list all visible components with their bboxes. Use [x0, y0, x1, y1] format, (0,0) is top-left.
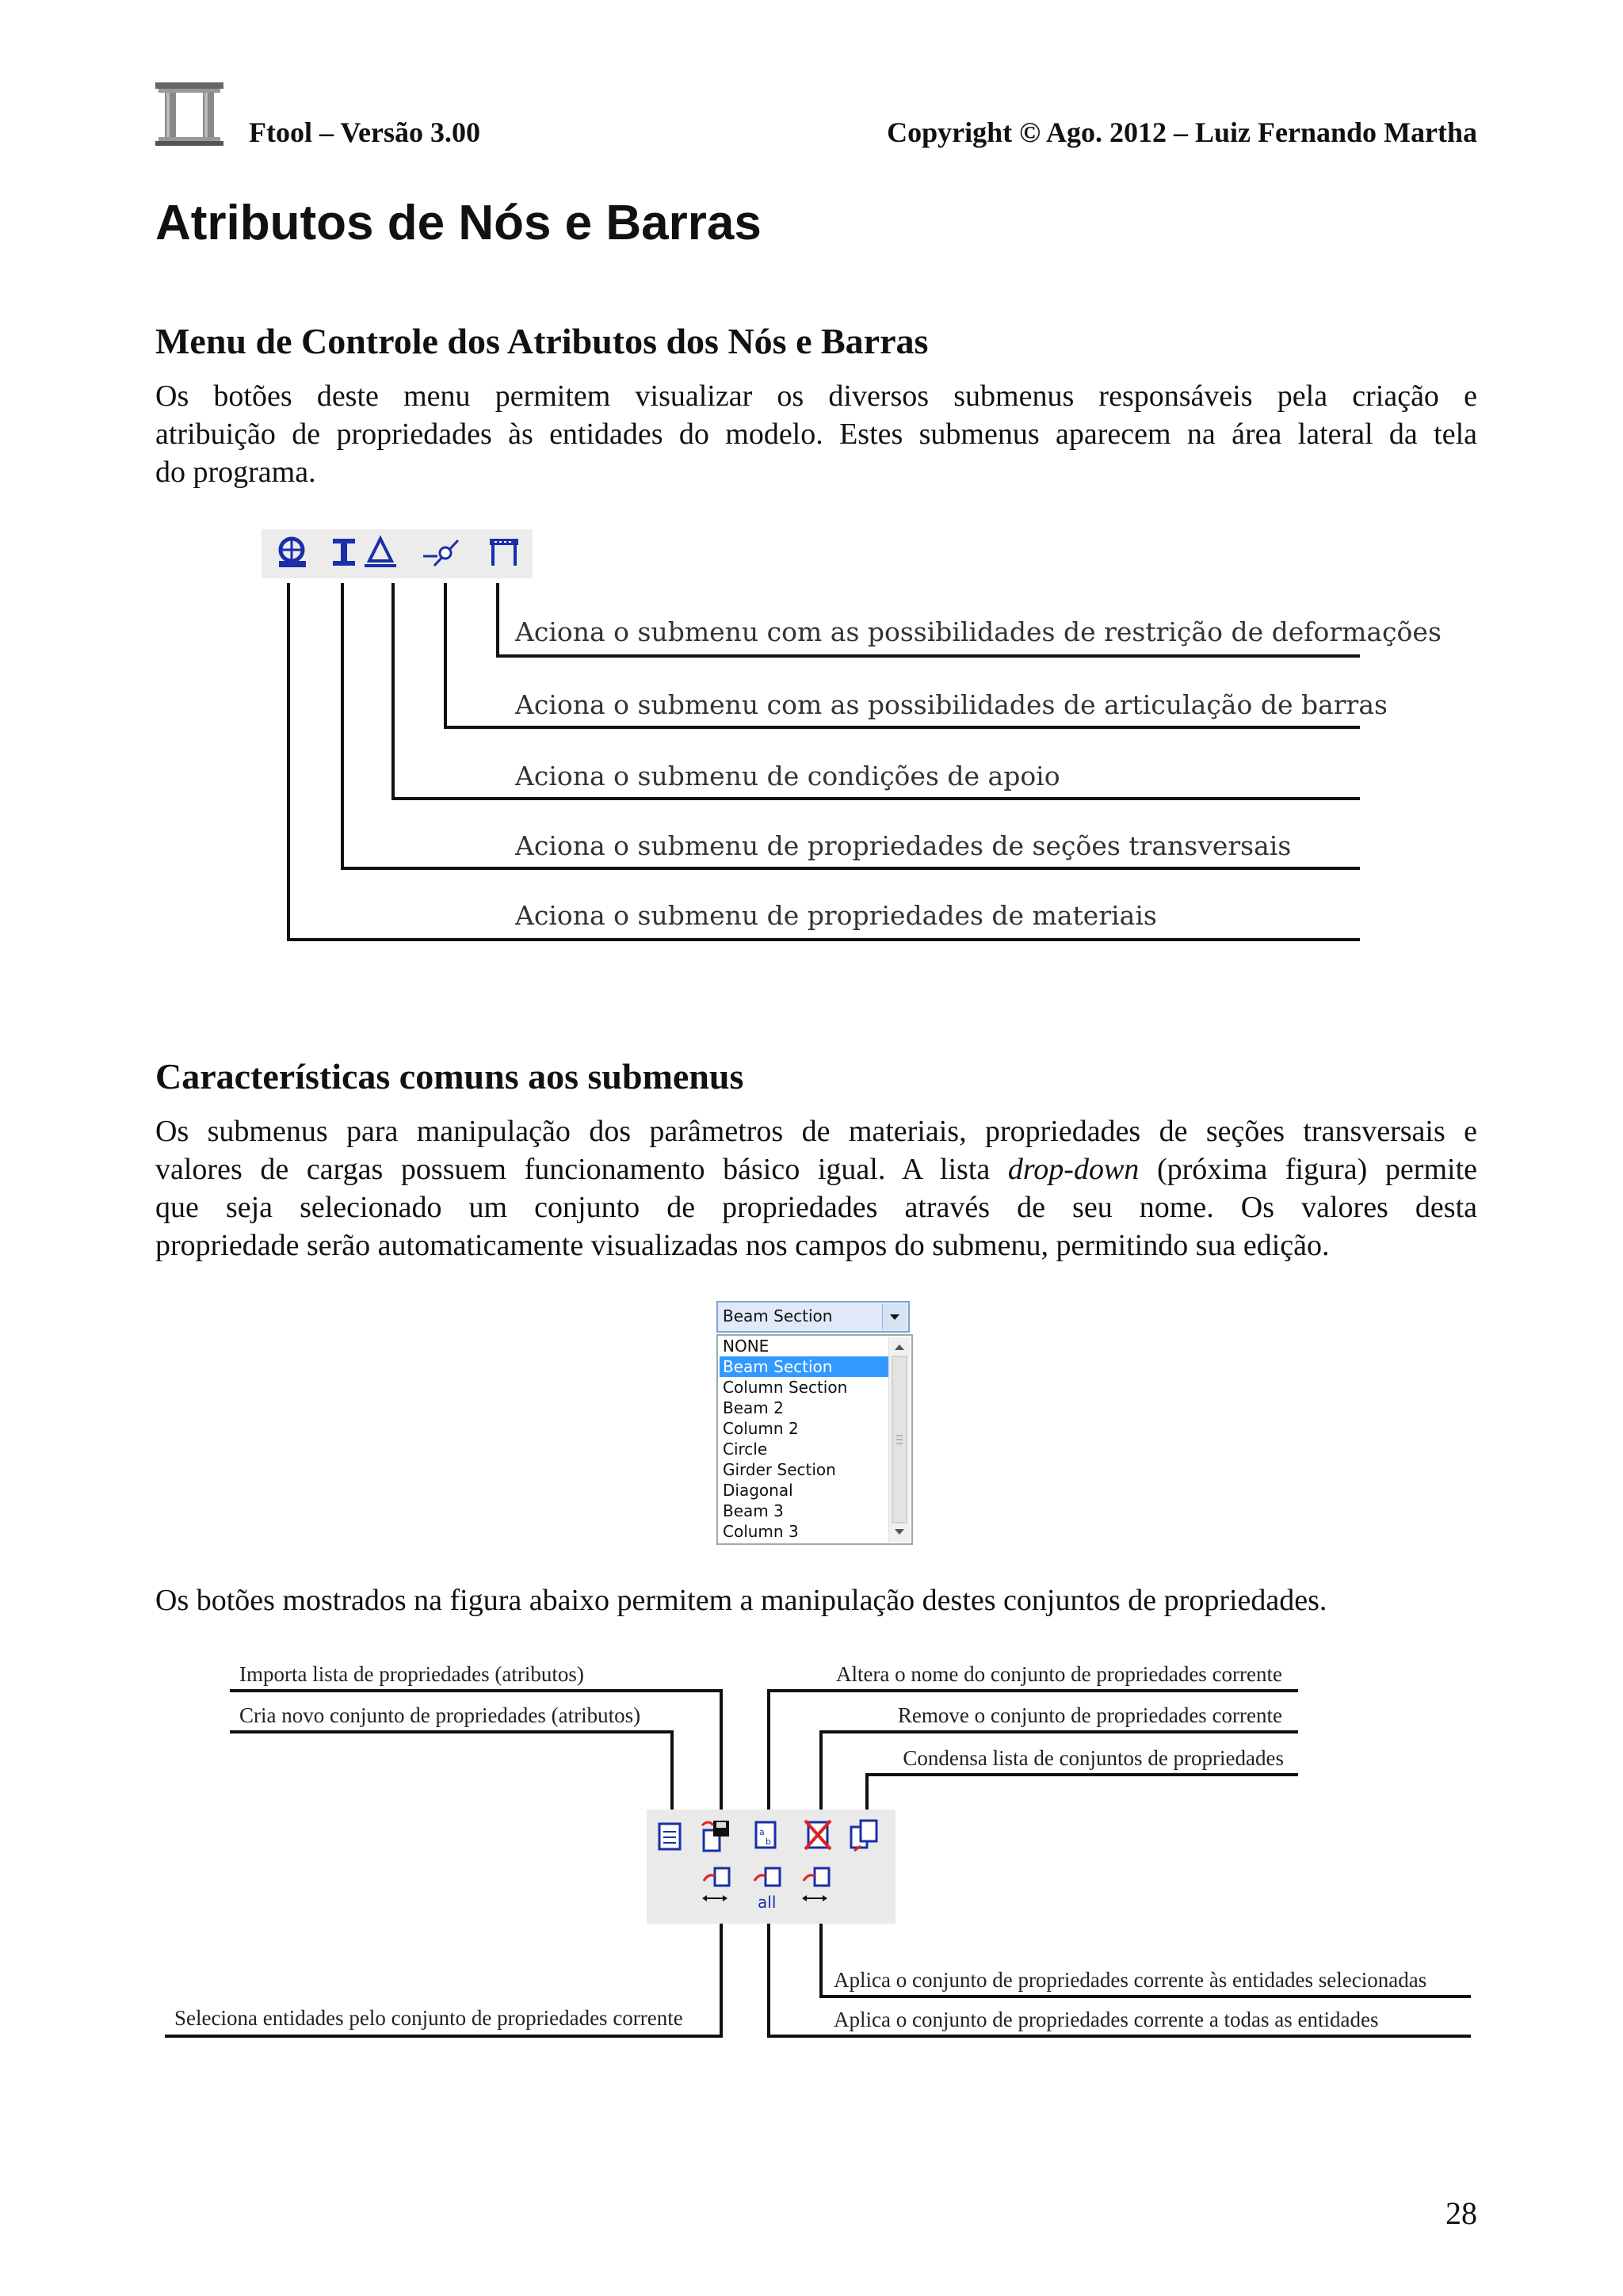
- import-list-icon[interactable]: [659, 1824, 680, 1849]
- section1-line: Os botões deste menu permitem visualizar os diversos submenus responsáveis pela criação e: [155, 379, 1477, 413]
- dropdown-option[interactable]: Beam 3: [723, 1501, 784, 1520]
- section2-line: que seja selecionado um conjunto de propriedades através de seu nome. Os valores desta: [155, 1191, 1477, 1224]
- dropdown-option[interactable]: Diagonal: [723, 1481, 793, 1500]
- section1-line: atribuição de propriedades às entidades do modelo. Estes submenus aparecem na área lateral da tela: [155, 418, 1477, 451]
- callout-apply-all: Aplica o conjunto de propriedades corrente a todas as entidades: [834, 2008, 1379, 2031]
- section1-line: do programa.: [155, 456, 316, 489]
- callout-caption: Aciona o submenu de condições de apoio: [515, 761, 1060, 791]
- rename-set-icon[interactable]: [756, 1822, 775, 1848]
- figure2-intro: Os botões mostrados na figura abaixo permitem a manipulação destes conjuntos de propriedades.: [155, 1584, 1327, 1617]
- dropdown-option[interactable]: NONE: [723, 1337, 769, 1356]
- dropdown-option[interactable]: Column 3: [723, 1522, 799, 1541]
- callout-select: Seleciona entidades pelo conjunto de propriedades corrente: [174, 2006, 683, 2030]
- apply-selected-icon[interactable]: [802, 1868, 829, 1901]
- section2-line: Os submenus para manipulação dos parâmetros de materiais, propriedades de seções transversais e: [155, 1115, 1477, 1148]
- callout-caption: Aciona o submenu de propriedades de seções transversais: [515, 830, 1292, 861]
- section2-line: propriedade serão automaticamente visualizadas nos campos do submenu, permitindo sua edição.: [155, 1229, 1330, 1262]
- remove-set-icon[interactable]: [805, 1821, 831, 1849]
- page-title: Atributos de Nós e Barras: [155, 196, 762, 250]
- section2-heading: Características comuns aos submenus: [155, 1056, 744, 1097]
- dropdown-option[interactable]: Girder Section: [723, 1460, 836, 1479]
- create-set-icon[interactable]: [702, 1821, 729, 1851]
- callout-import: Importa lista de propriedades (atributos): [239, 1662, 584, 1686]
- condense-list-icon[interactable]: [851, 1821, 876, 1851]
- callout-create: Cria novo conjunto de propriedades (atributos): [239, 1703, 641, 1727]
- page-number: 28: [1445, 2195, 1477, 2231]
- callout-caption: Aciona o submenu com as possibilidades de articulação de barras: [515, 689, 1388, 720]
- section2-line: valores de cargas possuem funcionamento básico igual. A lista drop-down (próxima figura) permite: [155, 1153, 1477, 1186]
- dropdown-option[interactable]: Circle: [723, 1440, 768, 1459]
- select-entities-icon[interactable]: [702, 1868, 729, 1901]
- dropdown-option[interactable]: Column Section: [723, 1378, 848, 1397]
- callout-rename: Altera o nome do conjunto de propriedades corrente: [835, 1662, 1282, 1686]
- svg-text:all: all: [758, 1893, 777, 1912]
- callout-condense: Condensa lista de conjuntos de propriedades: [903, 1746, 1284, 1770]
- svg-text:b: b: [766, 1836, 771, 1847]
- dropdown-option[interactable]: Beam 2: [723, 1398, 784, 1417]
- callout-caption: Aciona o submenu com as possibilidades de restrição de deformações: [515, 616, 1442, 647]
- section1-heading: Menu de Controle dos Atributos dos Nós e Barras: [155, 321, 929, 361]
- svg-text:a: a: [759, 1827, 765, 1837]
- callout-caption: Aciona o submenu de propriedades de materiais: [515, 900, 1157, 931]
- callout-apply-selected: Aplica o conjunto de propriedades corrente às entidades selecionadas: [834, 1968, 1427, 1992]
- header-left: Ftool – Versão 3.00: [249, 116, 480, 148]
- apply-all-icon[interactable]: [754, 1868, 780, 1912]
- property-set-toolbar: [647, 1810, 896, 1924]
- header-right: Copyright © Ago. 2012 – Luiz Fernando Martha: [887, 116, 1477, 148]
- callout-remove: Remove o conjunto de propriedades corrente: [897, 1703, 1282, 1727]
- dropdown-selected[interactable]: Beam Section: [716, 1301, 910, 1333]
- dropdown-term: drop-down: [1007, 1153, 1140, 1186]
- dropdown-option[interactable]: Column 2: [723, 1419, 799, 1438]
- dropdown-option-selected[interactable]: Beam Section: [720, 1356, 892, 1377]
